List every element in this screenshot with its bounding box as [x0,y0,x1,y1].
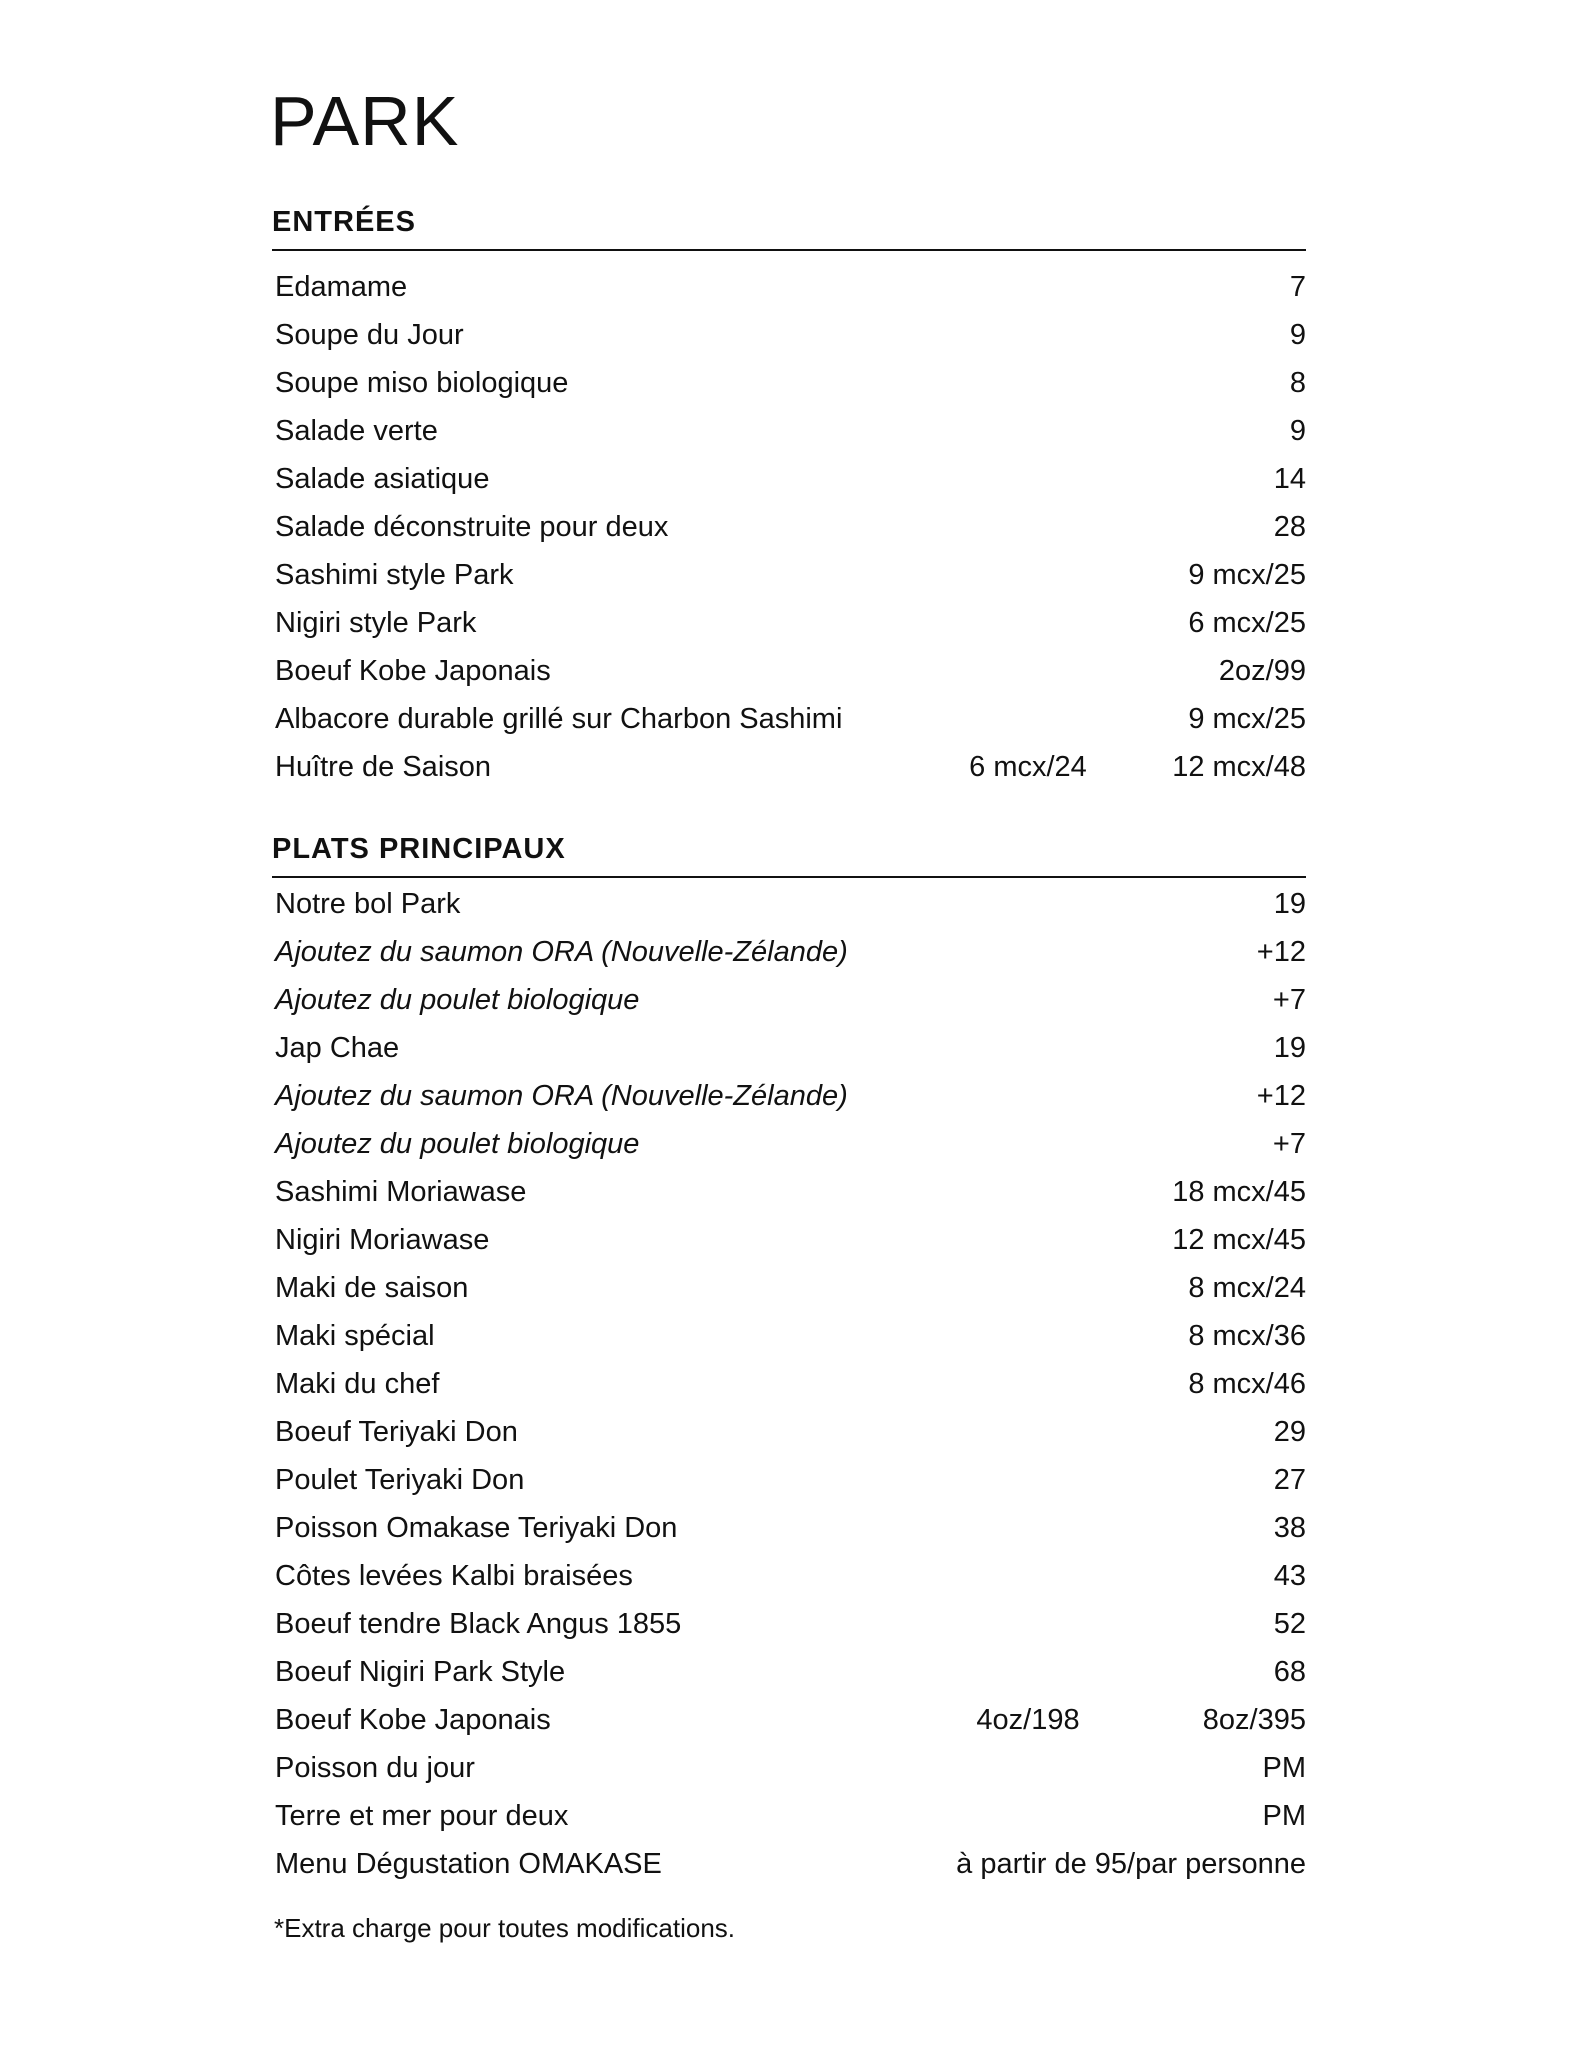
menu-item [272,1552,1306,1600]
item-name: Salade déconstruite pour deux [275,511,669,543]
item-price: 12 mcx/48 [1172,751,1306,783]
item-price: +12 [1256,1080,1306,1112]
item-name: Soupe miso biologique [275,367,569,399]
item-price: 28 [1273,511,1306,543]
menu-item [272,359,1306,407]
item-price: 52 [1273,1608,1306,1640]
item-price: PM [1262,1800,1306,1832]
item-name: Maki spécial [275,1320,435,1352]
menu-item-addon [272,976,1306,1024]
item-price: 8 [1289,367,1306,399]
item-name: Maki de saison [275,1272,469,1304]
item-name: Ajoutez du poulet biologique [275,1128,640,1160]
plats-section [272,835,1306,1888]
item-price: 19 [1273,888,1306,920]
menu-item [272,1840,1306,1888]
item-name: Boeuf Teriyaki Don [275,1416,518,1448]
item-price: 38 [1273,1512,1306,1544]
menu-item [272,1024,1306,1072]
item-name: Edamame [275,271,408,303]
item-name: Salade asiatique [275,463,490,495]
item-price: 18 mcx/45 [1172,1176,1306,1208]
item-price-small: 4oz/198 [976,1704,1080,1736]
item-price: 9 [1289,319,1306,351]
item-price: 7 [1289,271,1306,303]
item-price: 14 [1273,463,1306,495]
menu-item [272,1312,1306,1360]
item-name: Notre bol Park [275,888,461,920]
menu-item [272,1168,1306,1216]
menu-item [272,455,1306,503]
item-price: 9 [1289,415,1306,447]
item-price: 29 [1273,1416,1306,1448]
menu-item [272,1696,1306,1744]
entrees-header: ENTRÉES [272,208,1306,251]
menu-item [272,503,1306,551]
menu-item [272,647,1306,695]
entrees-section [272,208,1306,791]
item-name: Poisson du jour [275,1752,475,1784]
item-price: +7 [1272,1128,1306,1160]
item-name: Sashimi Moriawase [275,1176,527,1208]
item-price: 2oz/99 [1218,655,1306,687]
menu-item [272,1264,1306,1312]
item-price: 68 [1273,1656,1306,1688]
item-name: Albacore durable grillé sur Charbon Sashimi [275,703,843,735]
menu-item [272,599,1306,647]
menu-item [272,1648,1306,1696]
item-name: Boeuf tendre Black Angus 1855 [275,1608,682,1640]
item-name: Ajoutez du saumon ORA (Nouvelle-Zélande) [275,1080,848,1112]
item-price: 12 mcx/45 [1172,1224,1306,1256]
menu-item [272,263,1306,311]
item-price: PM [1262,1752,1306,1784]
item-name: Poisson Omakase Teriyaki Don [275,1512,678,1544]
item-name: Côtes levées Kalbi braisées [275,1560,633,1592]
plats-header: PLATS PRINCIPAUX [272,835,1306,878]
item-price: 8 mcx/36 [1188,1320,1306,1352]
item-name: Jap Chae [275,1032,400,1064]
restaurant-title: PARK [270,82,460,160]
menu-item [272,311,1306,359]
menu-item-addon [272,1072,1306,1120]
item-name: Salade verte [275,415,438,447]
item-name: Sashimi style Park [275,559,514,591]
menu-item [272,1408,1306,1456]
item-price-small: 6 mcx/24 [969,751,1087,783]
menu-item [272,695,1306,743]
item-name: Soupe du Jour [275,319,464,351]
menu-item [272,1360,1306,1408]
item-name: Nigiri Moriawase [275,1224,490,1256]
menu-item [272,880,1306,928]
menu-item [272,743,1306,791]
item-name: Huître de Saison [275,751,492,783]
menu-item-addon [272,928,1306,976]
item-price: 6 mcx/25 [1188,607,1306,639]
menu-item [272,1600,1306,1648]
item-name: Poulet Teriyaki Don [275,1464,525,1496]
menu-item [272,1792,1306,1840]
footnote: *Extra charge pour toutes modifications. [274,1913,736,1943]
menu-item [272,1744,1306,1792]
entrees-list [272,263,1306,791]
menu-item [272,1504,1306,1552]
item-price: +7 [1272,984,1306,1016]
item-name: Ajoutez du saumon ORA (Nouvelle-Zélande) [275,936,848,968]
item-price: +12 [1256,936,1306,968]
item-name: Nigiri style Park [275,607,477,639]
item-price: 9 mcx/25 [1188,703,1306,735]
item-price: 8 mcx/24 [1188,1272,1306,1304]
item-price: 27 [1273,1464,1306,1496]
item-price: à partir de 95/par personne [956,1848,1306,1880]
plats-list [272,880,1306,1888]
item-name: Boeuf Kobe Japonais [275,655,551,687]
menu-item [272,407,1306,455]
menu-item [272,551,1306,599]
item-price: 19 [1273,1032,1306,1064]
item-name: Menu Dégustation OMAKASE [275,1848,662,1880]
item-price: 43 [1273,1560,1306,1592]
menu-item [272,1216,1306,1264]
item-price: 8 mcx/46 [1188,1368,1306,1400]
item-name: Ajoutez du poulet biologique [275,984,640,1016]
menu-item-addon [272,1120,1306,1168]
item-price: 9 mcx/25 [1188,559,1306,591]
item-name: Maki du chef [275,1368,440,1400]
item-name: Boeuf Nigiri Park Style [275,1656,566,1688]
item-name: Boeuf Kobe Japonais [275,1704,551,1736]
menu-item [272,1456,1306,1504]
item-name: Terre et mer pour deux [275,1800,569,1832]
item-price: 8oz/395 [1202,1704,1306,1736]
